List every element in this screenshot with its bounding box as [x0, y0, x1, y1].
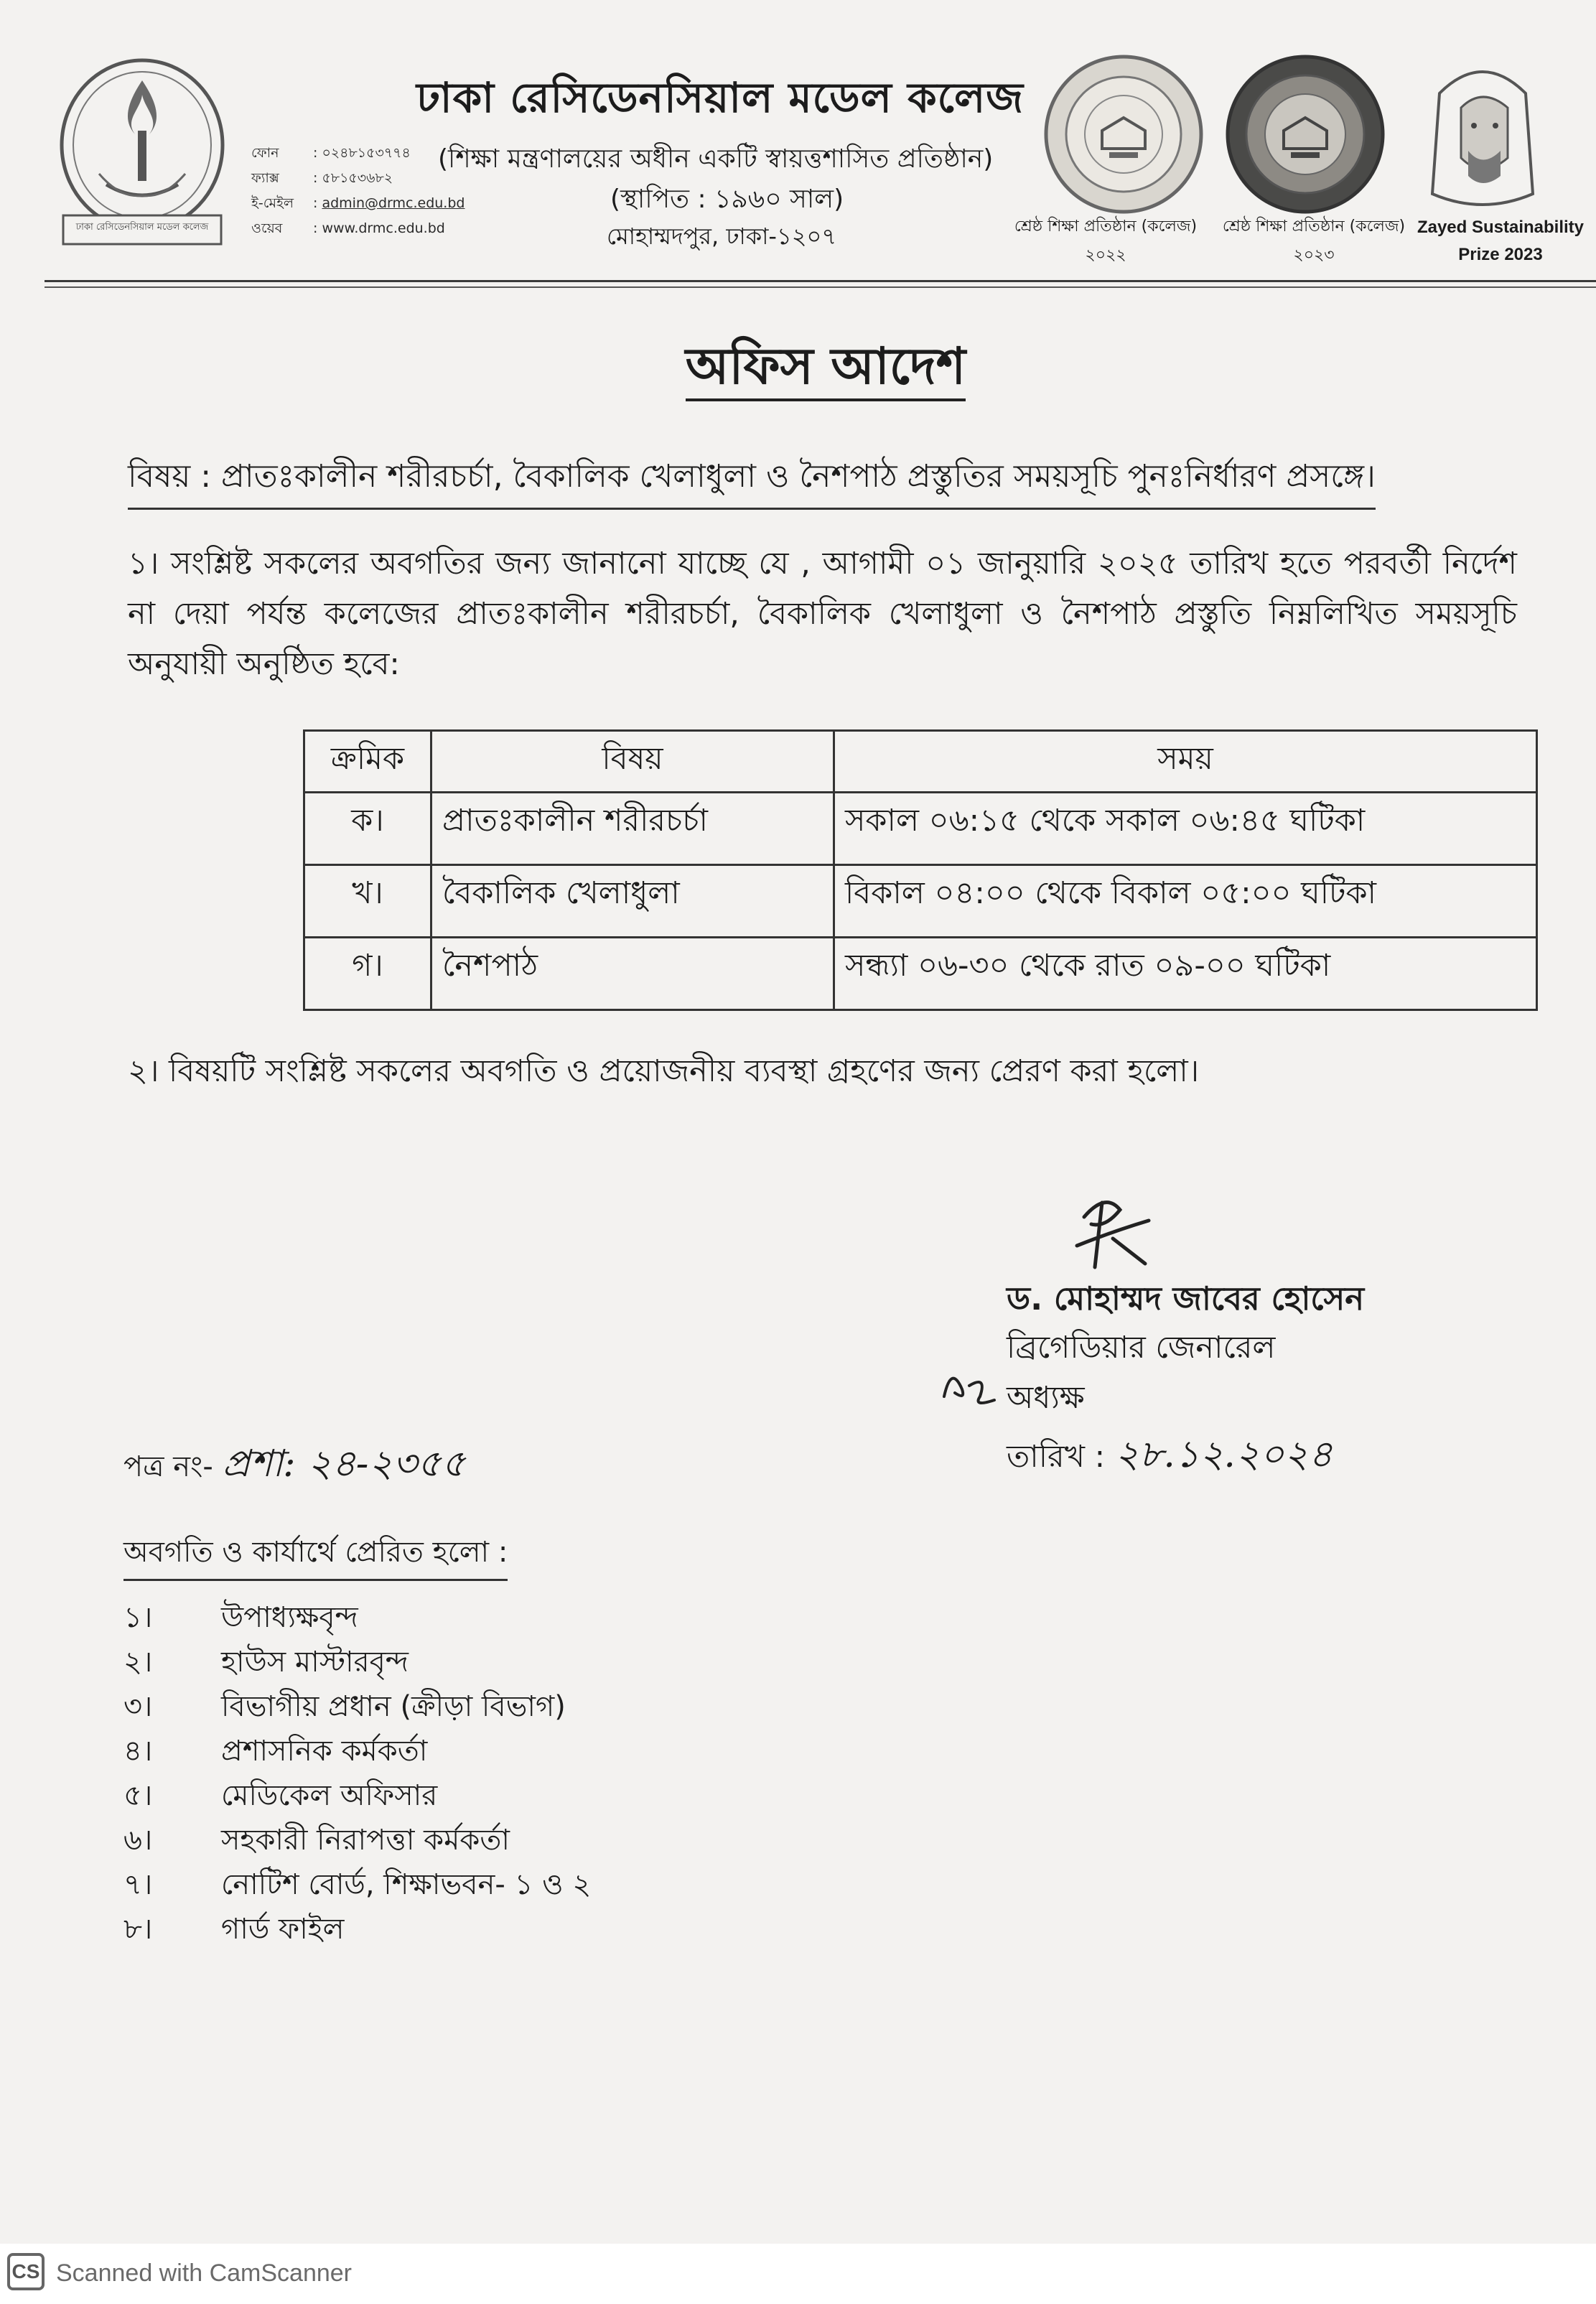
list-item: ৭। নোটিশ বোর্ড, শিক্ষাভবন- ১ ও ২	[123, 1868, 592, 1901]
college-subtitle: (শিক্ষা মন্ত্রণালয়ের অধীন একটি স্বায়ত্তশাসিত প্রতিষ্ঠান)	[438, 144, 994, 174]
list-item: ৩। বিভাগীয় প্রধান (ক্রীড়া বিভাগ)	[123, 1690, 566, 1723]
award-caption-2: শ্রেষ্ঠ শিক্ষা প্রতিষ্ঠান (কলেজ) ২০২৩	[1222, 218, 1406, 264]
subject-line: বিষয় : প্রাতঃকালীন শরীরচর্চা, বৈকালিক খেলাধুলা ও নৈশপাঠ প্রস্তুতির সময়সূচি পুনঃনির্ধারণ প্রসঙ্গে।	[128, 452, 1376, 510]
list-item: ১। উপাধ্যক্ষবৃন্দ	[123, 1601, 358, 1634]
time-cell: বিকাল ০৪:০০ থেকে বিকাল ০৫:০০ ঘটিকা	[834, 865, 1537, 938]
footer-text: Scanned with CamScanner	[56, 2259, 353, 2287]
college-address: মোহাম্মদপুর, ঢাকা-১২০৭	[607, 223, 837, 250]
paragraph-2: ২। বিষয়টি সংশ্লিষ্ট সকলের অবগতি ও প্রয়োজনীয় ব্যবস্থা গ্রহণের জন্য প্রেরণ করা হলো।	[128, 1053, 1200, 1089]
signature-icon	[1063, 1188, 1163, 1274]
college-name: ঢাকা রেসিডেনসিয়াল মডেল কলেজ	[416, 73, 1025, 122]
serial-cell: খ।	[304, 865, 431, 938]
subject-cell: প্রাতঃকালীন শরীরচর্চা	[431, 793, 834, 865]
memo-number	[123, 1435, 465, 1497]
logo-caption: ঢাকা রেসিডেনসিয়াল মডেল কলেজ	[75, 222, 209, 233]
list-item: ৮। গার্ড ফাইল	[123, 1913, 345, 1946]
table-row	[304, 865, 1537, 938]
serial-cell: ক।	[304, 793, 431, 865]
scanner-footer	[0, 2244, 1596, 2304]
phone-label: ফোন	[251, 145, 279, 161]
time-cell: সকাল ০৬:১৫ থেকে সকাল ০৬:৪৫ ঘটিকা	[834, 793, 1537, 865]
email-link[interactable]: admin@drmc.edu.bd	[322, 195, 465, 211]
date-label: তারিখ :	[1007, 1439, 1106, 1475]
date-value: ২৮.১২.২০২৪	[1114, 1433, 1333, 1476]
list-item: ২। হাউস মাস্টারবৃন্দ	[123, 1646, 409, 1679]
contact-block: ফোন : ০২৪৮১৫৩৭৭৪ ফ্যাক্স : ৫৮১৫৩৬৮২ ই-মেইল : admin@drmc.edu.bd ওয়েব : www.drmc.edu.bd	[251, 141, 465, 241]
column-header-serial: ক্রমিক	[304, 731, 431, 793]
award-seal-icon	[1223, 52, 1388, 217]
fax-value: : ৫৮১৫৩৬৮২	[313, 170, 393, 186]
signatory-designation: অধ্যক্ষ	[1007, 1380, 1085, 1416]
column-header-time: সময়	[834, 731, 1537, 793]
time-cell: সন্ধ্যা ০৬-৩০ থেকে রাত ০৯-০০ ঘটিকা	[834, 938, 1537, 1010]
award-caption-3: Zayed Sustainability Prize 2023	[1417, 218, 1585, 264]
header-divider	[45, 280, 1596, 282]
fax-label: ফ্যাক্স	[251, 170, 279, 186]
initials-mark-icon	[937, 1361, 1002, 1411]
list-item: ৪। প্রশাসনিক কর্মকর্তা	[123, 1735, 428, 1768]
signatory-rank: ব্রিগেডিয়ার জেনারেল	[1007, 1330, 1276, 1366]
distribution-title: অবগতি ও কার্যার্থে প্রেরিত হলো :	[123, 1529, 508, 1581]
established-year: (স্থাপিত : ১৯৬০ সাল)	[610, 185, 844, 214]
subject-cell: নৈশপাঠ	[431, 938, 834, 1010]
subject-cell: বৈকালিক খেলাধুলা	[431, 865, 834, 938]
document-title: অফিস আদেশ	[0, 327, 1596, 411]
header-divider	[45, 286, 1596, 288]
date-line	[1007, 1425, 1333, 1488]
camscanner-logo-icon: CS	[7, 2253, 45, 2290]
zayed-portrait-icon	[1411, 50, 1554, 215]
phone-value: : ০২৪৮১৫৩৭৭৪	[313, 145, 411, 161]
paragraph-1: ১। সংশ্লিষ্ট সকলের অবগতির জন্য জানানো যাচ্ছে যে , আগামী ০১ জানুয়ারি ২০২৫ তারিখ হতে পরবর্তী নির্দেশ না দেয়া পর্যন্ত কলেজের প্রাতঃকালীন শরীরচর্চা, বৈকালিক খেলাধুলা ও নৈশপাঠ প্রস্তুতি নিম্নলিখিত সময়সূচি অনুযায়ী অনুষ্ঠিত হবে:	[128, 546, 1517, 682]
column-header-subject: বিষয়	[431, 731, 834, 793]
web-link[interactable]: : www.drmc.edu.bd	[313, 220, 445, 236]
award-seal-icon	[1041, 52, 1206, 217]
table-row	[304, 938, 1537, 1010]
distribution-list	[123, 1595, 591, 1951]
serial-cell: গ।	[304, 938, 431, 1010]
schedule-table	[303, 729, 1538, 1011]
memo-value: প্রশা: ২৪-২৩৫৫	[222, 1442, 466, 1486]
list-item: ৫। মেডিকেল অফিসার	[123, 1779, 438, 1812]
email-label: ই-মেইল	[251, 195, 294, 211]
memo-label: পত্র নং-	[123, 1450, 213, 1483]
signatory-name: ড. মোহাম্মদ জাবের হোসেন	[1007, 1279, 1365, 1317]
table-row	[304, 793, 1537, 865]
list-item: ৬। সহকারী নিরাপত্তা কর্মকর্তা	[123, 1824, 510, 1857]
table-header-row	[304, 731, 1537, 793]
award-caption-1: শ্রেষ্ঠ শিক্ষা প্রতিষ্ঠান (কলেজ) ২০২২	[1014, 218, 1198, 264]
web-label: ওয়েব	[251, 220, 283, 236]
